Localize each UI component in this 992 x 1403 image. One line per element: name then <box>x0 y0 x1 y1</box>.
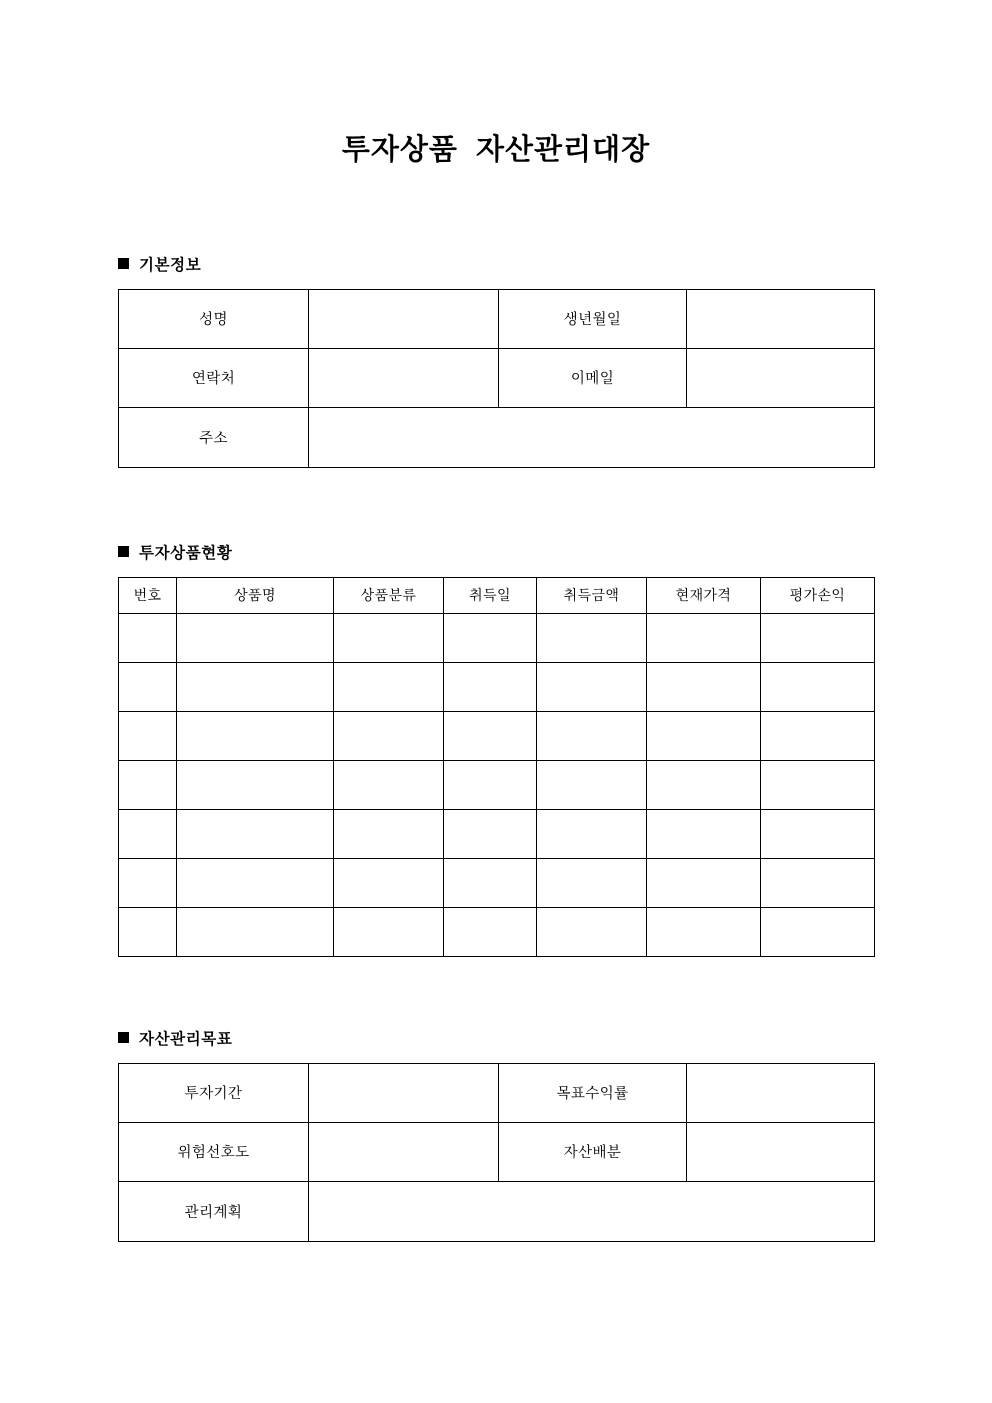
cell-valuation-gain-loss[interactable] <box>761 760 875 809</box>
cell-acquisition-amount[interactable] <box>537 809 647 858</box>
cell-acquisition-date[interactable] <box>444 809 537 858</box>
cell-product-name[interactable] <box>177 809 334 858</box>
cell-current-price[interactable] <box>647 613 761 662</box>
cell-product-category[interactable] <box>334 613 444 662</box>
cell-acquisition-date[interactable] <box>444 907 537 956</box>
table-row <box>119 907 875 956</box>
cell-product-category[interactable] <box>334 907 444 956</box>
table-row <box>119 809 875 858</box>
table-row <box>119 1063 875 1122</box>
table-row <box>119 1122 875 1181</box>
table-row <box>119 711 875 760</box>
cell-number[interactable] <box>119 662 177 711</box>
cell-valuation-gain-loss[interactable] <box>761 613 875 662</box>
cell-current-price[interactable] <box>647 907 761 956</box>
cell-number[interactable] <box>119 907 177 956</box>
field-birthdate[interactable] <box>687 289 875 348</box>
cell-number[interactable] <box>119 613 177 662</box>
column-header-number: 번호 <box>119 577 177 613</box>
cell-product-category[interactable] <box>334 760 444 809</box>
field-email[interactable] <box>687 348 875 407</box>
section-heading-label: 자산관리목표 <box>139 1030 233 1048</box>
table-row <box>119 613 875 662</box>
table-row <box>119 348 875 407</box>
field-name[interactable] <box>309 289 499 348</box>
cell-number[interactable] <box>119 711 177 760</box>
cell-product-name[interactable] <box>177 858 334 907</box>
cell-product-name[interactable] <box>177 907 334 956</box>
section-heading-basic-info <box>118 253 874 275</box>
cell-valuation-gain-loss[interactable] <box>761 711 875 760</box>
column-header-current-price: 현재가격 <box>647 577 761 613</box>
label-target-return: 목표수익률 <box>499 1063 687 1122</box>
cell-number[interactable] <box>119 858 177 907</box>
field-address[interactable] <box>309 407 875 467</box>
label-investment-period: 투자기간 <box>119 1063 309 1122</box>
square-bullet-icon <box>118 1032 129 1043</box>
field-management-plan[interactable] <box>309 1181 875 1241</box>
cell-acquisition-amount[interactable] <box>537 711 647 760</box>
section-heading-product-status <box>118 541 874 563</box>
column-header-product-category: 상품분류 <box>334 577 444 613</box>
table-row <box>119 858 875 907</box>
label-contact: 연락처 <box>119 348 309 407</box>
label-risk-preference: 위험선호도 <box>119 1122 309 1181</box>
field-contact[interactable] <box>309 348 499 407</box>
product-status-body <box>119 613 875 956</box>
cell-acquisition-amount[interactable] <box>537 760 647 809</box>
cell-acquisition-amount[interactable] <box>537 613 647 662</box>
cell-acquisition-amount[interactable] <box>537 662 647 711</box>
cell-number[interactable] <box>119 760 177 809</box>
cell-acquisition-date[interactable] <box>444 858 537 907</box>
cell-number[interactable] <box>119 809 177 858</box>
table-row <box>119 662 875 711</box>
cell-product-category[interactable] <box>334 858 444 907</box>
cell-product-name[interactable] <box>177 760 334 809</box>
table-row <box>119 407 875 467</box>
label-asset-allocation: 자산배분 <box>499 1122 687 1181</box>
label-name: 성명 <box>119 289 309 348</box>
management-goal-table <box>118 1063 875 1242</box>
label-email: 이메일 <box>499 348 687 407</box>
column-header-product-name: 상품명 <box>177 577 334 613</box>
section-heading-management-goal <box>118 1027 874 1049</box>
column-header-valuation-gain-loss: 평가손익 <box>761 577 875 613</box>
cell-valuation-gain-loss[interactable] <box>761 858 875 907</box>
cell-acquisition-amount[interactable] <box>537 858 647 907</box>
cell-current-price[interactable] <box>647 809 761 858</box>
table-header-row <box>119 577 875 613</box>
cell-product-name[interactable] <box>177 662 334 711</box>
square-bullet-icon <box>118 546 129 557</box>
column-header-acquisition-date: 취득일 <box>444 577 537 613</box>
table-row <box>119 1181 875 1241</box>
cell-acquisition-date[interactable] <box>444 760 537 809</box>
cell-acquisition-date[interactable] <box>444 662 537 711</box>
cell-product-category[interactable] <box>334 711 444 760</box>
cell-acquisition-amount[interactable] <box>537 907 647 956</box>
column-header-acquisition-amount: 취득금액 <box>537 577 647 613</box>
section-heading-label: 투자상품현황 <box>139 544 233 562</box>
square-bullet-icon <box>118 258 129 269</box>
basic-info-table <box>118 289 875 468</box>
table-row <box>119 289 875 348</box>
section-heading-label: 기본정보 <box>139 256 202 274</box>
cell-valuation-gain-loss[interactable] <box>761 809 875 858</box>
page-title: 투자상품 자산관리대장 <box>341 134 651 166</box>
table-row <box>119 760 875 809</box>
cell-product-category[interactable] <box>334 809 444 858</box>
field-investment-period[interactable] <box>309 1063 499 1122</box>
cell-current-price[interactable] <box>647 662 761 711</box>
cell-valuation-gain-loss[interactable] <box>761 662 875 711</box>
cell-acquisition-date[interactable] <box>444 613 537 662</box>
cell-current-price[interactable] <box>647 711 761 760</box>
cell-valuation-gain-loss[interactable] <box>761 907 875 956</box>
cell-product-name[interactable] <box>177 711 334 760</box>
field-target-return[interactable] <box>687 1063 875 1122</box>
cell-product-name[interactable] <box>177 613 334 662</box>
label-address: 주소 <box>119 407 309 467</box>
field-risk-preference[interactable] <box>309 1122 499 1181</box>
cell-current-price[interactable] <box>647 760 761 809</box>
label-management-plan: 관리계획 <box>119 1181 309 1241</box>
product-status-table <box>118 577 875 957</box>
cell-current-price[interactable] <box>647 858 761 907</box>
field-asset-allocation[interactable] <box>687 1122 875 1181</box>
cell-product-category[interactable] <box>334 662 444 711</box>
label-birthdate: 생년월일 <box>499 289 687 348</box>
cell-acquisition-date[interactable] <box>444 711 537 760</box>
